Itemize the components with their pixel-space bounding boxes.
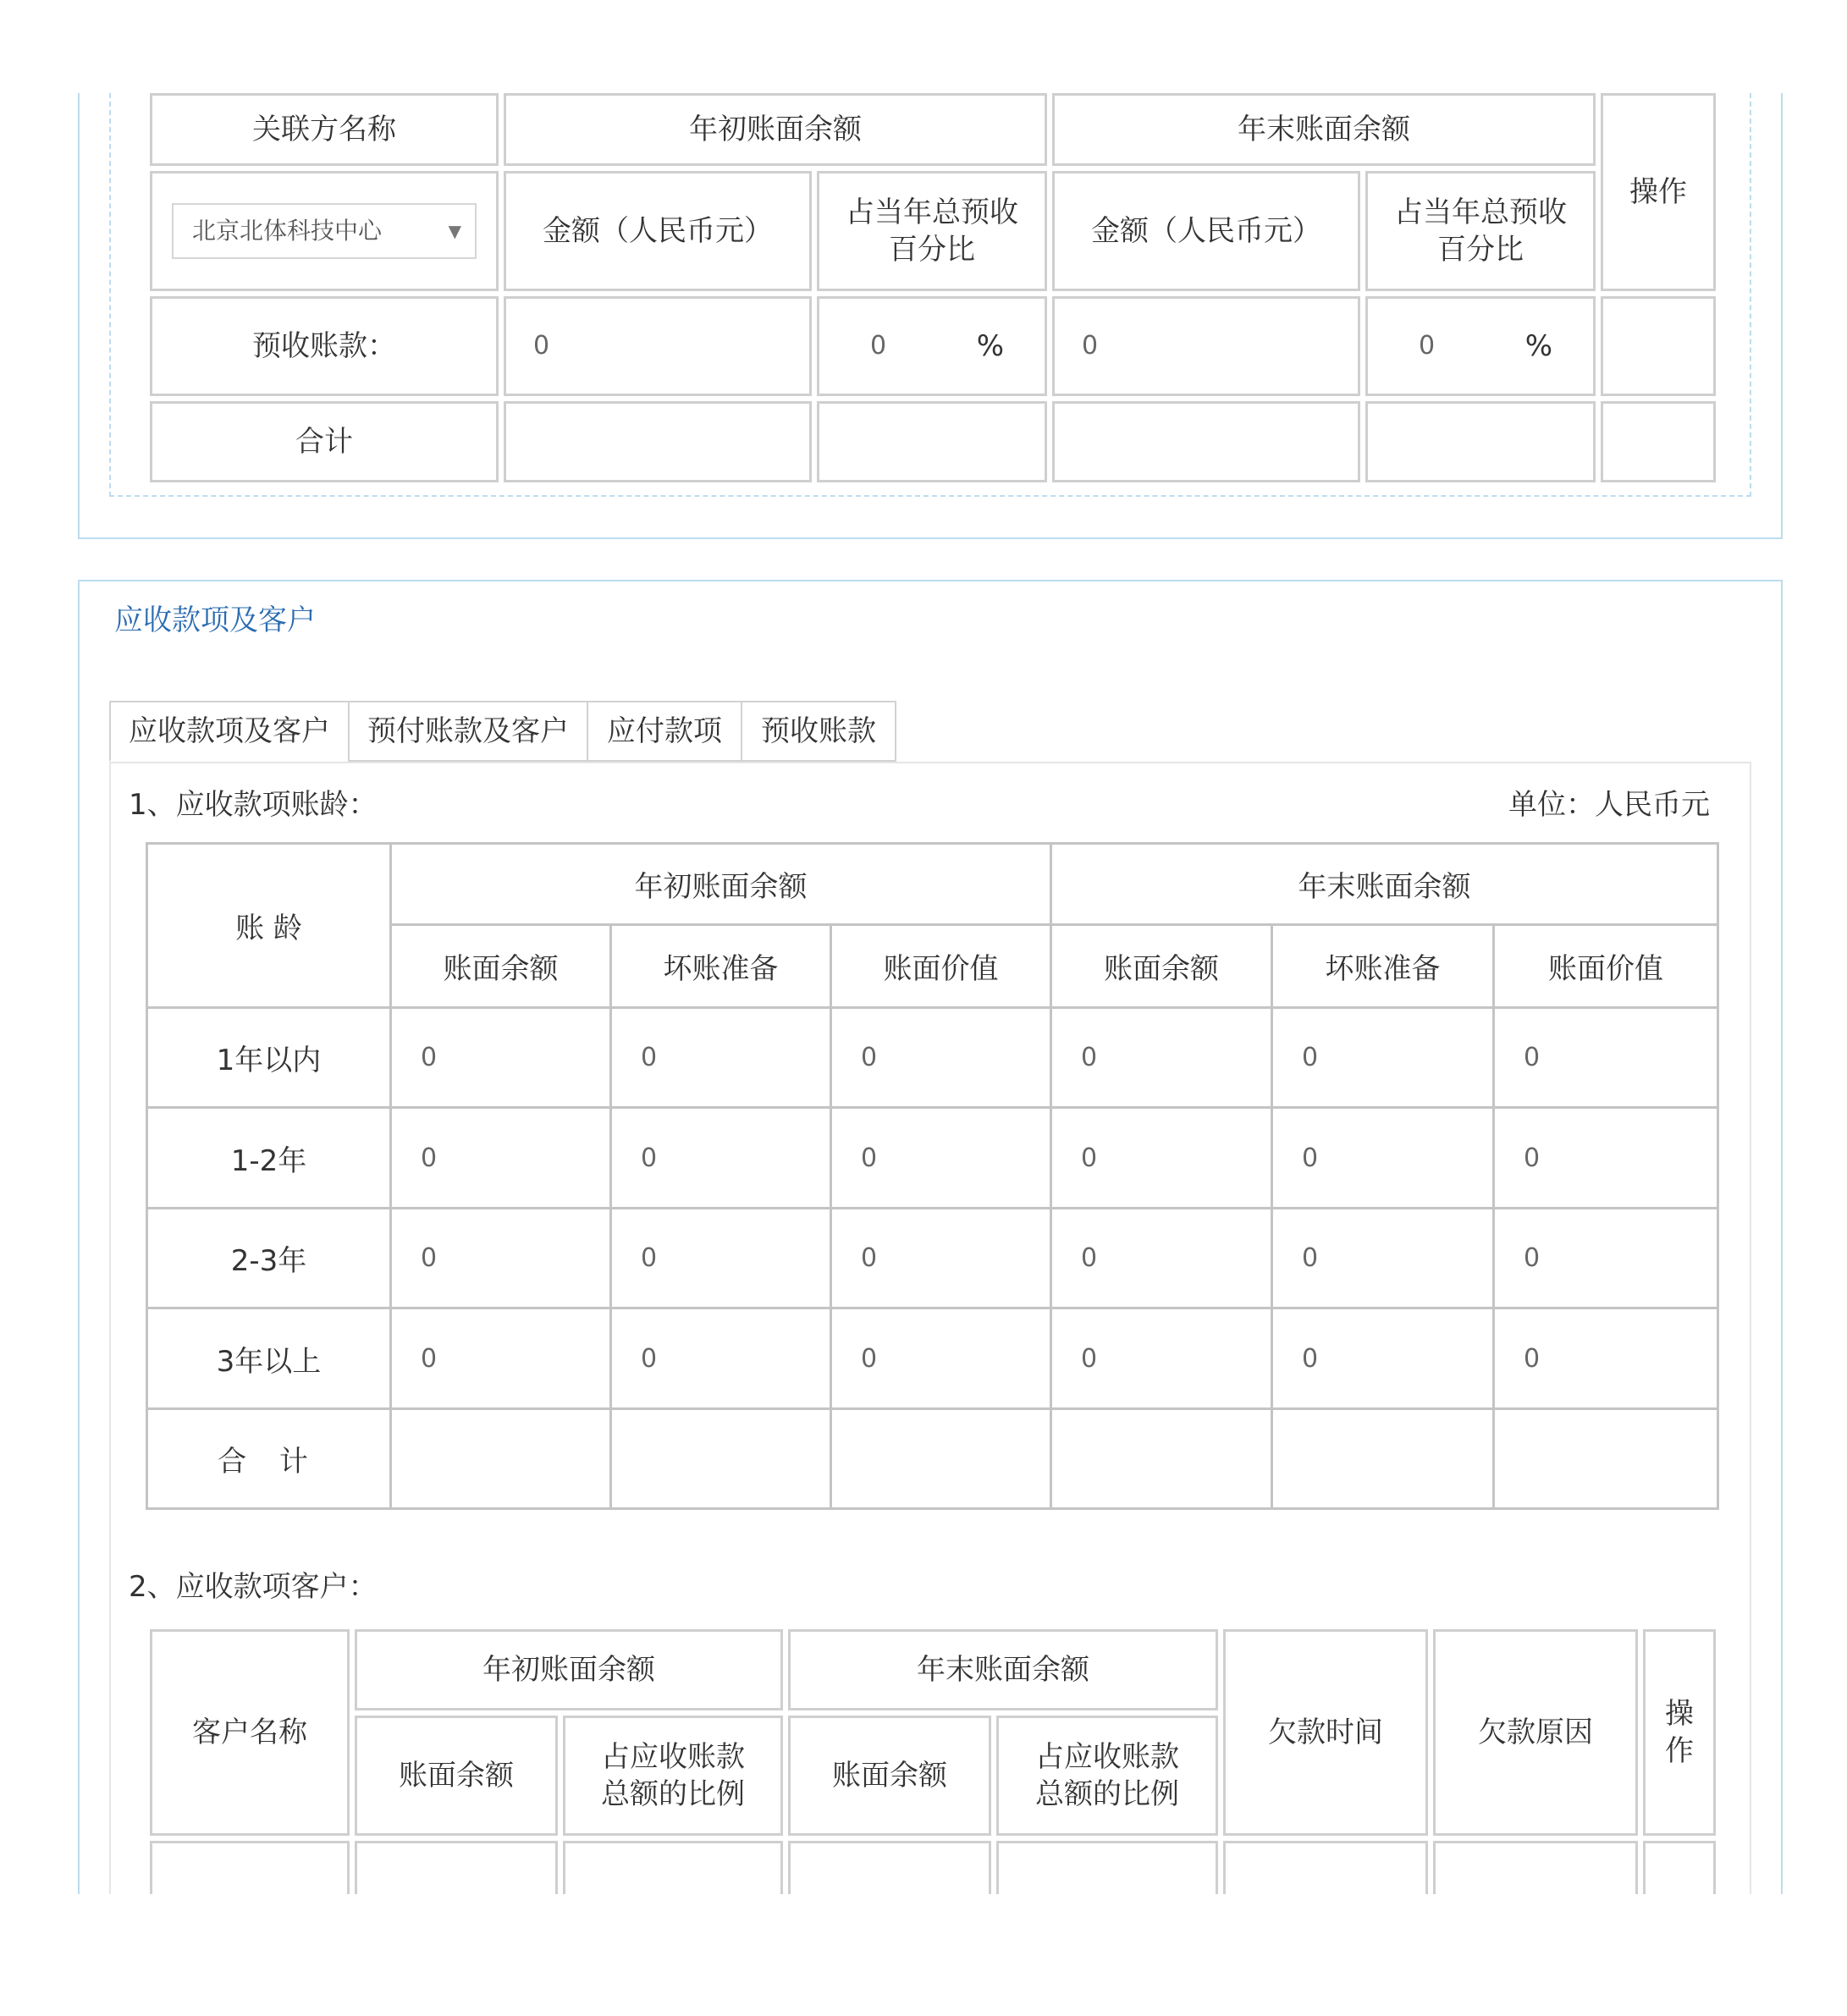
subheader-begin-percent: 占当年总预收百分比 — [817, 171, 1047, 291]
tab-advance-receipts[interactable]: 预收账款 — [741, 701, 896, 762]
value-input[interactable]: 0 — [1051, 1308, 1272, 1409]
total-cell — [1051, 1409, 1272, 1509]
value-input[interactable]: 0 — [391, 1308, 611, 1409]
begin-percent-cell — [817, 296, 1047, 396]
end-amount-input[interactable]: 0 — [1052, 296, 1360, 396]
begin-amount-input[interactable]: 0 — [504, 296, 812, 396]
percent-sign: % — [1524, 329, 1552, 363]
customers-section-title: 2、应收款项客户： — [129, 1570, 378, 1604]
end-percent-input[interactable]: 0 — [1419, 331, 1436, 361]
value-input[interactable]: 0 — [1494, 1008, 1718, 1108]
total-cell — [1272, 1409, 1494, 1509]
header-customer-name: 客户名称 — [150, 1629, 350, 1836]
age-label: 1年以内 — [147, 1008, 391, 1108]
related-party-select[interactable] — [172, 203, 477, 259]
header-operation: 操作 — [1643, 1629, 1716, 1836]
total-end-amount — [1052, 401, 1360, 482]
total-begin-amount — [504, 401, 812, 482]
value-input[interactable]: 0 — [1494, 1209, 1718, 1308]
header-begin-book-balance: 账面余额 — [355, 1716, 558, 1836]
total-begin-percent — [817, 401, 1047, 482]
value-input[interactable]: 0 — [1272, 1308, 1494, 1409]
total-cell — [1494, 1409, 1718, 1509]
row-total-label: 合计 — [150, 401, 499, 482]
age-label: 1-2年 — [147, 1108, 391, 1209]
table-row — [147, 1308, 1718, 1409]
header-begin-ratio: 占应收账款总额的比例 — [563, 1716, 783, 1836]
related-party-table — [145, 88, 1721, 487]
total-end-percent — [1365, 401, 1596, 482]
age-label: 2-3年 — [147, 1209, 391, 1308]
value-input[interactable]: 0 — [1051, 1008, 1272, 1108]
header-end-book-balance: 账面余额 — [788, 1716, 991, 1836]
panel-title: 应收款项及客户 — [114, 603, 316, 637]
value-input[interactable]: 0 — [611, 1209, 831, 1308]
header-end-ratio: 占应收账款总额的比例 — [996, 1716, 1218, 1836]
value-input[interactable]: 0 — [1494, 1308, 1718, 1409]
total-cell — [831, 1409, 1051, 1509]
header-begin-balance: 年初账面余额 — [355, 1629, 783, 1710]
tab-bar — [109, 701, 896, 763]
header-end-book-balance: 账面余额 — [1051, 925, 1272, 1008]
value-input[interactable]: 0 — [1494, 1108, 1718, 1209]
total-operation — [1601, 401, 1716, 482]
aging-table — [146, 842, 1719, 1510]
header-operation: 操作 — [1601, 93, 1716, 291]
value-input[interactable]: 0 — [831, 1008, 1051, 1108]
related-party-select-value: 北京北体科技中心 — [192, 217, 383, 245]
subheader-end-amount: 金额（人民币元） — [1052, 171, 1360, 291]
table-row-total — [147, 1409, 1718, 1509]
table-row — [147, 1209, 1718, 1308]
table-row — [147, 1008, 1718, 1108]
unit-label: 单位：人民币元 — [1508, 788, 1710, 822]
value-input[interactable]: 0 — [611, 1008, 831, 1108]
end-percent-cell — [1365, 296, 1596, 396]
age-label: 3年以上 — [147, 1308, 391, 1409]
related-party-select-cell — [150, 171, 499, 291]
header-begin-balance: 年初账面余额 — [504, 93, 1047, 166]
value-input[interactable]: 0 — [1272, 1008, 1494, 1108]
tab-payables[interactable]: 应付款项 — [587, 701, 741, 762]
tab-receivables-customers[interactable]: 应收款项及客户 — [109, 701, 348, 762]
total-label: 合 计 — [147, 1409, 391, 1509]
value-input[interactable]: 0 — [1051, 1209, 1272, 1308]
aging-section-title: 1、应收款项账龄： — [129, 788, 378, 822]
header-end-book-value: 账面价值 — [1494, 925, 1718, 1008]
row-prepaid-label: 预收账款： — [150, 296, 499, 396]
value-input[interactable]: 0 — [611, 1308, 831, 1409]
header-begin-book-value: 账面价值 — [831, 925, 1051, 1008]
subheader-begin-amount: 金额（人民币元） — [504, 171, 812, 291]
row-prepaid-operation — [1601, 296, 1716, 396]
header-overdue-reason: 欠款原因 — [1433, 1629, 1638, 1836]
header-end-balance: 年末账面余额 — [1052, 93, 1596, 166]
header-begin-bad-debt: 坏账准备 — [611, 925, 831, 1008]
header-end-balance: 年末账面余额 — [788, 1629, 1218, 1710]
value-input[interactable]: 0 — [611, 1108, 831, 1209]
table-row — [147, 1108, 1718, 1209]
header-begin-book-balance: 账面余额 — [391, 925, 611, 1008]
header-end-bad-debt: 坏账准备 — [1272, 925, 1494, 1008]
header-age: 账 龄 — [147, 844, 391, 1008]
dropdown-arrow-icon: ▼ — [448, 221, 461, 241]
value-input[interactable]: 0 — [391, 1008, 611, 1108]
value-input[interactable]: 0 — [1272, 1209, 1494, 1308]
value-input[interactable]: 0 — [1272, 1108, 1494, 1209]
header-overdue-time: 欠款时间 — [1223, 1629, 1428, 1836]
total-cell — [611, 1409, 831, 1509]
value-input[interactable]: 0 — [391, 1108, 611, 1209]
percent-sign: % — [976, 329, 1004, 363]
header-related-party-name: 关联方名称 — [150, 93, 499, 166]
tab-prepayments-customers[interactable]: 预付账款及客户 — [348, 701, 587, 762]
value-input[interactable]: 0 — [831, 1108, 1051, 1209]
value-input[interactable]: 0 — [391, 1209, 611, 1308]
value-input[interactable]: 0 — [831, 1209, 1051, 1308]
total-cell — [391, 1409, 611, 1509]
begin-percent-input[interactable]: 0 — [870, 331, 887, 361]
page-bottom-whitespace — [0, 1894, 1847, 2016]
header-begin-balance: 年初账面余额 — [391, 844, 1051, 925]
value-input[interactable]: 0 — [831, 1308, 1051, 1409]
header-end-balance: 年末账面余额 — [1051, 844, 1718, 925]
value-input[interactable]: 0 — [1051, 1108, 1272, 1209]
subheader-end-percent: 占当年总预收百分比 — [1365, 171, 1596, 291]
